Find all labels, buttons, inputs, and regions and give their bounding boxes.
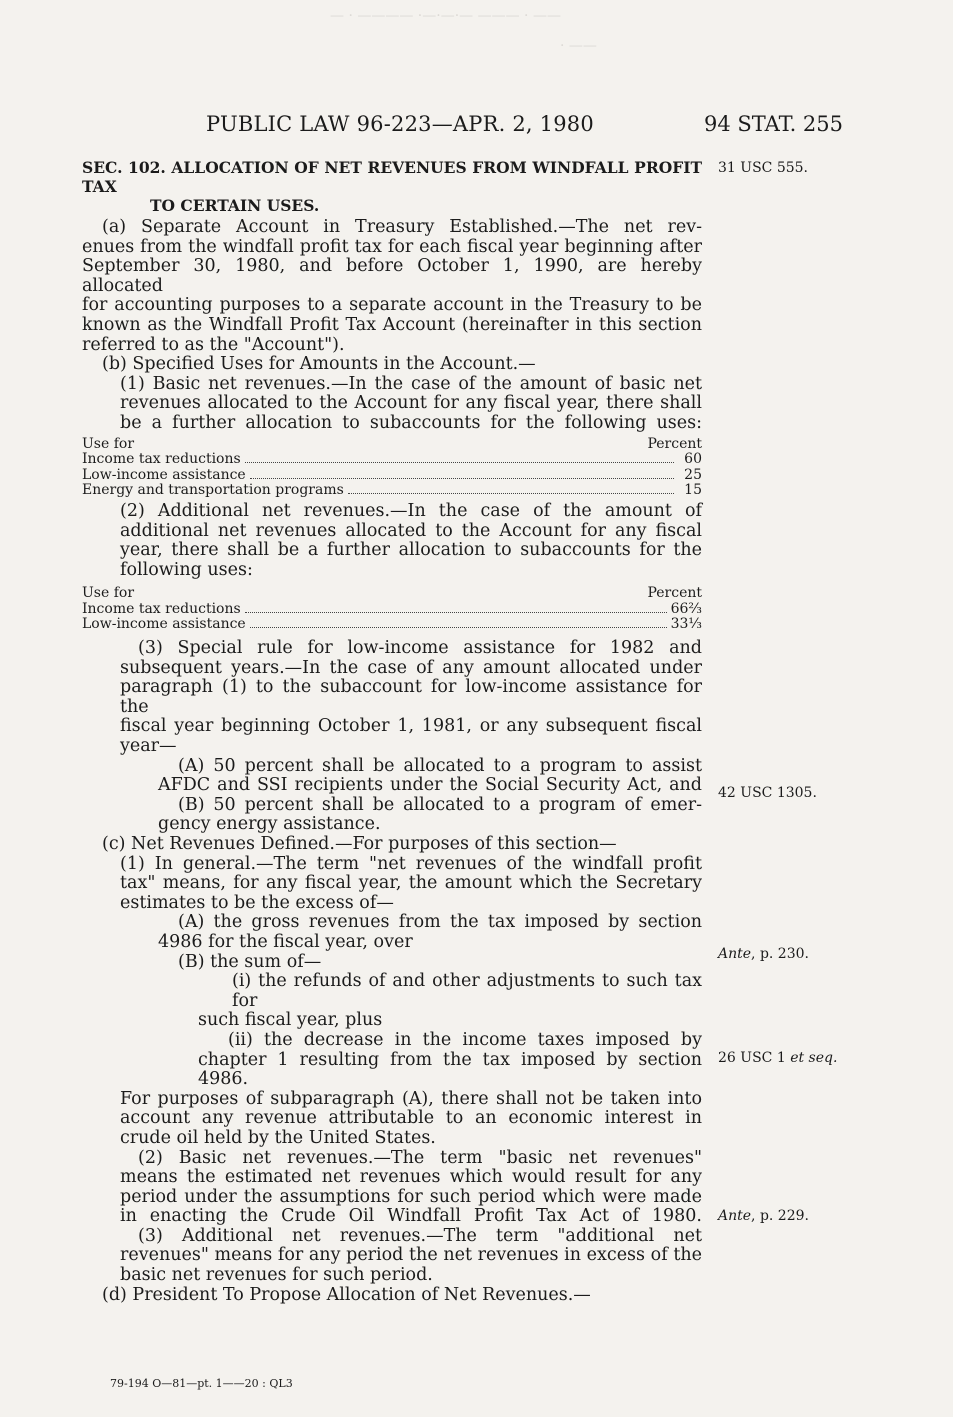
section-title-line: TO CERTAIN USES. (150, 196, 320, 215)
subsection-c-heading: (c) Net Revenues Defined.—For purposes of this section— (102, 835, 617, 854)
table-col-use: Use for (82, 585, 135, 602)
row-label: Low-income assistance (82, 616, 246, 633)
text-line: 4986. (198, 1070, 249, 1090)
paragraph-c2 (82, 1149, 702, 1227)
statute-body (82, 158, 702, 1305)
text-line: for accounting purposes to a separate account in the Treasury to be (82, 295, 702, 316)
paragraph-c1-tail (82, 1090, 702, 1149)
text-line: AFDC and SSI recipients under the Social Security Act, and (158, 775, 702, 796)
leader-dots (245, 462, 674, 463)
section-title-line: SEC. 102. ALLOCATION OF NET REVENUES FROM WINDFALL PROFIT TAX (82, 158, 702, 196)
text-line: (2) Basic net revenues.—The term "basic net revenues" (138, 1147, 702, 1168)
margin-citation: 26 USC 1 et seq. (718, 1050, 838, 1066)
margin-citation: 31 USC 555. (718, 160, 808, 176)
table-header (82, 586, 702, 602)
text-line: crude oil held by the United States. (120, 1128, 436, 1148)
text-line: (3) Additional net revenues.—The term "additional net (138, 1225, 702, 1246)
row-label: Energy and transportation programs (82, 482, 344, 499)
text-line: (1) Basic net revenues.—In the case of the amount of basic net (120, 373, 702, 394)
page-header (0, 112, 953, 142)
subsection-a (82, 218, 702, 355)
text-line: in enacting the Crude Oil Windfall Profit Tax Act of 1980. (120, 1206, 702, 1227)
row-value: 60 (684, 451, 702, 468)
subsection-b-heading: (b) Specified Uses for Amounts in the Account.— (102, 355, 536, 375)
text-line: year— (120, 737, 177, 757)
leader-dots (348, 493, 674, 494)
text-line: known as the Windfall Profit Tax Account (hereinafter in this section (82, 314, 702, 335)
table-row (82, 468, 702, 484)
allocation-table-2 (82, 586, 702, 633)
paragraph-c1 (82, 855, 702, 914)
text-line: basic net revenues for such period. (120, 1266, 433, 1286)
table-row (82, 617, 702, 633)
paragraph-b1 (82, 375, 702, 434)
leader-dots (250, 478, 674, 479)
text-line: account any revenue attributable to an economic interest in (120, 1108, 702, 1129)
table-col-percent: Percent (647, 435, 702, 452)
text-line: gency energy assistance. (158, 815, 381, 835)
text-line: following uses: (120, 560, 253, 580)
text-line: such fiscal year, plus (198, 1011, 383, 1031)
text-line: additional net revenues allocated to the Account for any fiscal (120, 520, 702, 541)
text-line: means the estimated net revenues which would result for any (120, 1167, 702, 1188)
table-header (82, 437, 702, 453)
text-line: revenues allocated to the Account for any fiscal year, there shall (120, 393, 702, 414)
text-line: (A) the gross revenues from the tax imposed by section (178, 912, 702, 933)
text-line: tax" means, for any fiscal year, the amount which the Secretary (120, 873, 702, 894)
text-line: (a) Separate Account in Treasury Established.—The net rev- (102, 217, 702, 237)
text-line: enues from the windfall profit tax for each fiscal year beginning after (82, 236, 702, 257)
text-line: (i) the refunds of and other adjustments to such tax for (232, 971, 702, 1011)
text-line: (ii) the decrease in the income taxes imposed by (228, 1029, 702, 1050)
text-line: chapter 1 resulting from the tax imposed by section (198, 1049, 702, 1070)
text-line: subsequent years.—In the case of any amount allocated under (120, 657, 702, 678)
bleed-through-text: — · ———— ·—·—·— ——— · —— (330, 8, 561, 24)
text-line: paragraph (1) to the subaccount for low-income assistance for the (120, 677, 702, 717)
row-value: 25 (684, 466, 702, 483)
paragraph-b3 (82, 639, 702, 757)
text-line: year, there shall be a further allocation to subaccounts for the (120, 540, 702, 561)
margin-citation: 42 USC 1305. (718, 785, 817, 801)
leader-dots (250, 627, 667, 628)
text-line: period under the assumptions for such period which were made (120, 1186, 702, 1207)
row-label: Low-income assistance (82, 466, 246, 483)
text-line: revenues" means for any period the net revenues in excess of the (120, 1245, 702, 1266)
leader-dots (245, 612, 667, 613)
row-value: 15 (684, 482, 702, 499)
row-value: 33⅓ (670, 616, 702, 633)
table-col-use: Use for (82, 435, 135, 452)
table-row (82, 602, 702, 618)
text-line: estimates to be the excess of— (120, 893, 394, 913)
table-row (82, 452, 702, 468)
text-line: For purposes of subparagraph (A), there shall not be taken into (120, 1088, 702, 1109)
text-line: (B) 50 percent shall be allocated to a program of emer- (178, 794, 702, 815)
clause-b3B (82, 796, 702, 835)
margin-citation: Ante, p. 229. (718, 1208, 809, 1224)
allocation-table-1 (82, 437, 702, 499)
text-line: (2) Additional net revenues.—In the case of the amount of (120, 500, 702, 521)
row-label: Income tax reductions (82, 451, 241, 468)
text-line: be a further allocation to subaccounts for the following uses: (120, 412, 702, 433)
subsection-d-heading: (d) President To Propose Allocation of Net Revenues.— (102, 1285, 591, 1305)
print-code-footer: 79-194 O—81—pt. 1——20 : QL3 (110, 1377, 293, 1390)
paragraph-c3 (82, 1227, 702, 1286)
clause-b3A (82, 757, 702, 796)
text-line: (3) Special rule for low-income assistance for 1982 and (138, 638, 702, 659)
text-line: fiscal year beginning October 1, 1981, or any subsequent fiscal (120, 716, 702, 737)
clause-c1B: (B) the sum of— (178, 952, 322, 972)
paragraph-b2 (82, 502, 702, 580)
margin-citation: Ante, p. 230. (718, 946, 809, 962)
text-line: September 30, 1980, and before October 1, 1990, are hereby allocated (82, 256, 702, 296)
bleed-through-text: · —— (560, 38, 597, 54)
text-line: referred to as the "Account"). (82, 335, 345, 355)
table-row (82, 483, 702, 499)
clause-c1A (82, 913, 702, 952)
row-value: 66⅔ (670, 600, 702, 617)
clause-c1Bii (82, 1031, 702, 1090)
text-line: 4986 for the fiscal year, over (158, 932, 413, 952)
text-line: (1) In general.—The term "net revenues of the windfall profit (120, 853, 702, 874)
text-line: (A) 50 percent shall be allocated to a program to assist (178, 755, 702, 776)
clause-c1Bi (82, 972, 702, 1031)
row-label: Income tax reductions (82, 600, 241, 617)
stat-page: 94 STAT. 255 (704, 112, 844, 136)
table-col-percent: Percent (647, 585, 702, 602)
law-title: PUBLIC LAW 96-223—APR. 2, 1980 (206, 112, 594, 136)
